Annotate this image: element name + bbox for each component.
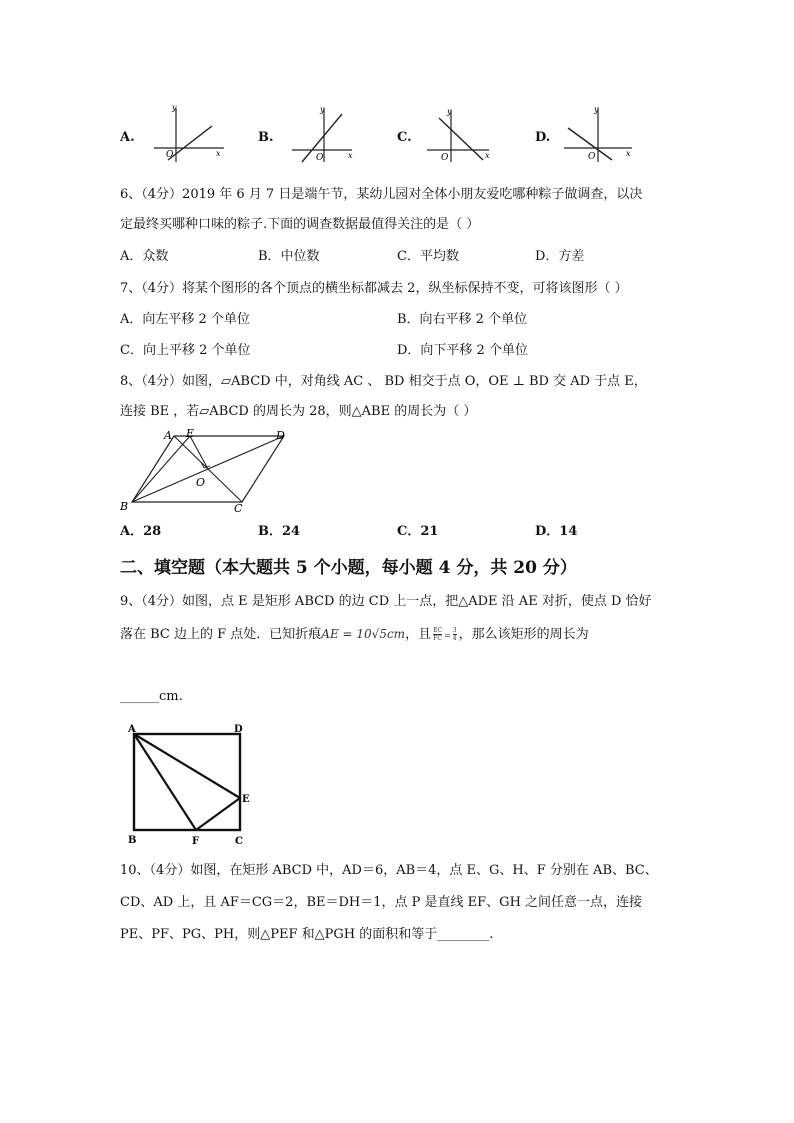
label-c: C: [234, 502, 243, 515]
q9-text-part-c: ，那么该矩形的周长为: [458, 627, 589, 642]
label-b: B: [128, 835, 137, 846]
y-axis-label: y: [172, 104, 177, 112]
label-f: F: [192, 836, 200, 847]
q8-parallelogram-figure: [116, 426, 296, 518]
origin-label: O: [316, 153, 324, 163]
label-b: B: [120, 500, 129, 513]
q8-option-b: B．24: [258, 524, 301, 539]
origin-label: O: [441, 153, 449, 163]
q6-option-b: B．中位数: [258, 249, 320, 264]
section-heading: 二、填空题（本大题共 5 个小题，每小题 4 分，共 20 分）: [120, 558, 577, 578]
q9-rectangle-figure: [122, 722, 257, 848]
q5-graph-c: [425, 104, 505, 164]
y-axis-label: y: [320, 105, 325, 114]
q7-option-b: B．向右平移 2 个单位: [397, 312, 528, 327]
q9-fraction-equals: =: [444, 631, 451, 640]
label-e: E: [242, 794, 250, 805]
q7-option-c: C．向上平移 2 个单位: [120, 343, 251, 358]
q8-option-c: C．21: [397, 524, 439, 539]
q9-text-part-a: 落在 BC 边上的 F 点处．已知折痕: [120, 627, 322, 642]
q5-graph-a: [150, 104, 230, 164]
q7-text-line1: 7、（4分）将某个图形的各个顶点的横坐标都减去 2，纵坐标保持不变，可将该图形（ ）: [120, 281, 628, 296]
q9-text-line2: [120, 625, 589, 645]
q5-graph-b: [290, 100, 370, 164]
label-a: A: [164, 429, 172, 442]
origin-label: O: [588, 152, 596, 162]
q9-formula-ae: AE = 10√5cm: [321, 627, 406, 641]
x-axis-label: x: [348, 151, 353, 160]
q9-text-part-b: ，且: [405, 627, 432, 642]
q6-option-d: D．方差: [535, 249, 585, 264]
q7-option-a: A．向左平移 2 个单位: [120, 312, 250, 327]
q6-text-line1: 6、（4分）2019 年 6 月 7 日是端午节，某幼儿园对全体小朋友爱吃哪种粽子做调查，以决: [120, 187, 643, 202]
x-axis-label: x: [216, 149, 221, 158]
q5-option-d-letter: D.: [535, 130, 551, 145]
label-c: C: [235, 836, 243, 847]
q5-graph-d: [560, 104, 640, 164]
q9-answer-blank: ______cm.: [120, 689, 183, 704]
q8-text-line2: 连接 BE ，若▱ABCD 的周长为 28，则△ABE 的周长为（ ）: [120, 404, 477, 419]
q8-option-d: D．14: [535, 524, 578, 539]
q10-text-line2: CD、AD 上，且 AF＝CG＝2，BE＝DH＝1，点 P 是直线 EF、GH 之间任意一点，连接: [120, 895, 643, 910]
label-o: O: [196, 476, 206, 489]
q5-option-b-letter: B.: [258, 130, 274, 145]
q8-option-a: A．28: [120, 524, 162, 539]
label-d: D: [276, 429, 285, 442]
q5-option-a-letter: A.: [120, 130, 135, 145]
y-axis-label: y: [594, 105, 599, 114]
q10-text-line3: PE、PF、PG、PH，则△PEF 和△PGH 的面积和等于________.: [120, 927, 494, 942]
q6-option-c: C．平均数: [397, 249, 459, 264]
q8-text-line1: 8、（4分）如图，▱ABCD 中，对角线 AC 、 BD 相交于点 O，OE ⊥ BD 交 AD 于点 E，: [120, 374, 647, 389]
label-a: A: [128, 724, 136, 735]
label-e: E: [186, 427, 195, 440]
q9-text-line1: 9、（4分）如图，点 E 是矩形 ABCD 的边 CD 上一点，把△ADE 沿 AE 对折，使点 D 恰好: [120, 594, 652, 609]
label-d: D: [234, 724, 243, 735]
q5-option-c-letter: C.: [397, 130, 412, 145]
q7-option-d: D．向下平移 2 个单位: [397, 343, 528, 358]
y-axis-label: y: [447, 107, 452, 116]
q6-text-line2: 定最终买哪种口味的粽子.下面的调查数据最值得关注的是（ ）: [120, 217, 480, 232]
origin-label: O: [166, 150, 174, 160]
x-axis-label: x: [485, 151, 490, 160]
q6-option-a: A．众数: [120, 249, 169, 264]
q9-fraction-ec-fc: $\frac{EC}{FC}$: [433, 627, 443, 642]
q9-fraction-value: $\frac{3}{4}$: [452, 627, 457, 642]
x-axis-label: x: [626, 149, 631, 158]
q10-text-line1: 10、（4分）如图，在矩形 ABCD 中，AD＝6，AB＝4，点 E、G、H、F 分别在 AB、BC、: [120, 863, 658, 878]
